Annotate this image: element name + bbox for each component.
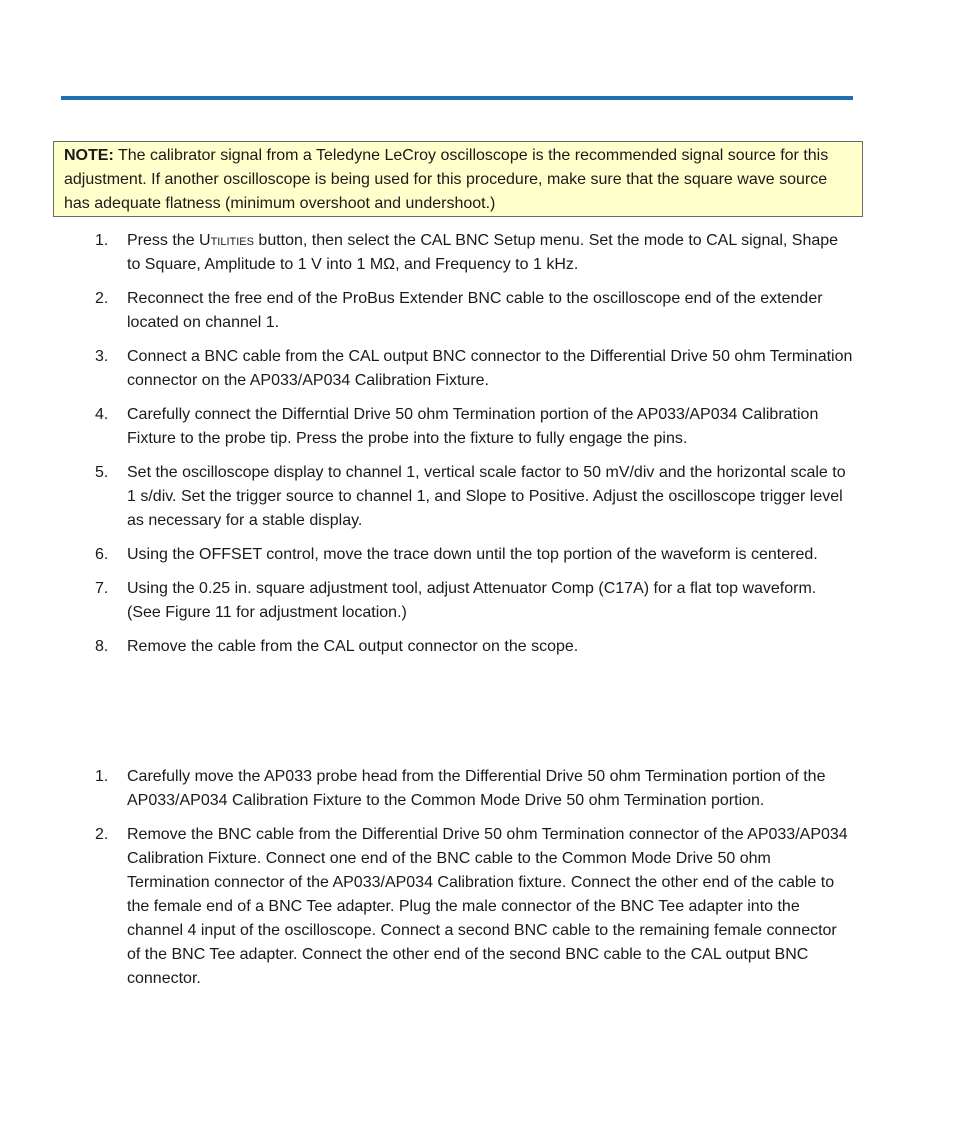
- note-text: The calibrator signal from a Teledyne LeCroy oscilloscope is the recommended signal source for this adjustment. If another oscilloscope is being used for this procedure, make sure that the square wave source has adequate flatness (minimum overshoot and undershoot.): [64, 147, 829, 212]
- step-number: 7.: [95, 580, 109, 597]
- step-text: Reconnect the free end of the ProBus Extender BNC cable to the oscilloscope end of the extender located on channel 1.: [127, 290, 823, 331]
- list-item: [0, 461, 954, 533]
- step-text-pre: Press the: [127, 232, 200, 249]
- step-text: Carefully connect the Differntial Drive 50 ohm Termination portion of the AP033/AP034 Calibration Fixture to the probe tip. Press the probe into the fixture to fully engage the pins.: [127, 406, 819, 447]
- step-number: 8.: [95, 638, 109, 655]
- list-item: [0, 823, 954, 991]
- step-number: 6.: [95, 546, 109, 563]
- list-item: [0, 345, 954, 393]
- step-text: Remove the BNC cable from the Differential Drive 50 ohm Termination connector of the AP033/AP034 Calibration Fixture. Connect one end of the BNC cable to the Common Mode Drive 50 ohm Termination connector of the AP033/AP034 Calibration fixture. Connect the other end of the cable to the female end of a BNC Tee adapter. Plug the male connector of the BNC Tee adapter into the channel 4 input of the oscilloscope. Connect a second BNC cable to the remaining female connector of the BNC Tee adapter. Connect the other end of the second BNC cable to the CAL output BNC connector.: [127, 826, 848, 987]
- step-text: button, then select the CAL BNC Setup menu. Set the mode to CAL signal, Shape to Square, Amplitude to 1 V into 1 MΩ, and Frequency to 1 kHz.: [127, 232, 839, 273]
- list-item: [0, 765, 954, 813]
- step-text: Carefully move the AP033 probe head from the Differential Drive 50 ohm Termination portion of the AP033/AP034 Calibration Fixture to the Common Mode Drive 50 ohm Termination portion.: [127, 768, 826, 809]
- step-number: 3.: [95, 348, 109, 365]
- procedure-list-2: [0, 765, 954, 1001]
- step-text: Using the 0.25 in. square adjustment tool, adjust Attenuator Comp (C17A) for a flat top waveform. (See Figure 11 for adjustment location.): [127, 580, 817, 621]
- list-item: [0, 577, 954, 625]
- note-label: NOTE:: [64, 147, 114, 164]
- step-number: 1.: [95, 768, 109, 785]
- step-text: Connect a BNC cable from the CAL output BNC connector to the Differential Drive 50 ohm Termination connector on the AP033/AP034 Calibration Fixture.: [127, 348, 853, 389]
- note-box: [53, 141, 863, 217]
- step-number: 2.: [95, 290, 109, 307]
- step-text: Set the oscilloscope display to channel 1, vertical scale factor to 50 mV/div and the horizontal scale to 1 s/div. Set the trigger source to channel 1, and Slope to Positive. Adjust the oscilloscope trigger level as necessary for a stable display.: [127, 464, 846, 529]
- header-rule: [61, 96, 853, 100]
- step-text: Remove the cable from the CAL output connector on the scope.: [127, 638, 579, 655]
- list-item: [0, 635, 954, 659]
- step-text: Using the OFFSET control, move the trace down until the top portion of the waveform is centered.: [127, 546, 818, 563]
- procedure-list-1: [0, 229, 954, 669]
- step-number: 2.: [95, 826, 109, 843]
- list-item: [0, 403, 954, 451]
- list-item: [0, 543, 954, 567]
- step-number: 1.: [95, 232, 109, 249]
- step-number: 4.: [95, 406, 109, 423]
- list-item: [0, 229, 954, 277]
- utilities-button-name: Utilities: [199, 232, 254, 249]
- step-number: 5.: [95, 464, 109, 481]
- list-item: [0, 287, 954, 335]
